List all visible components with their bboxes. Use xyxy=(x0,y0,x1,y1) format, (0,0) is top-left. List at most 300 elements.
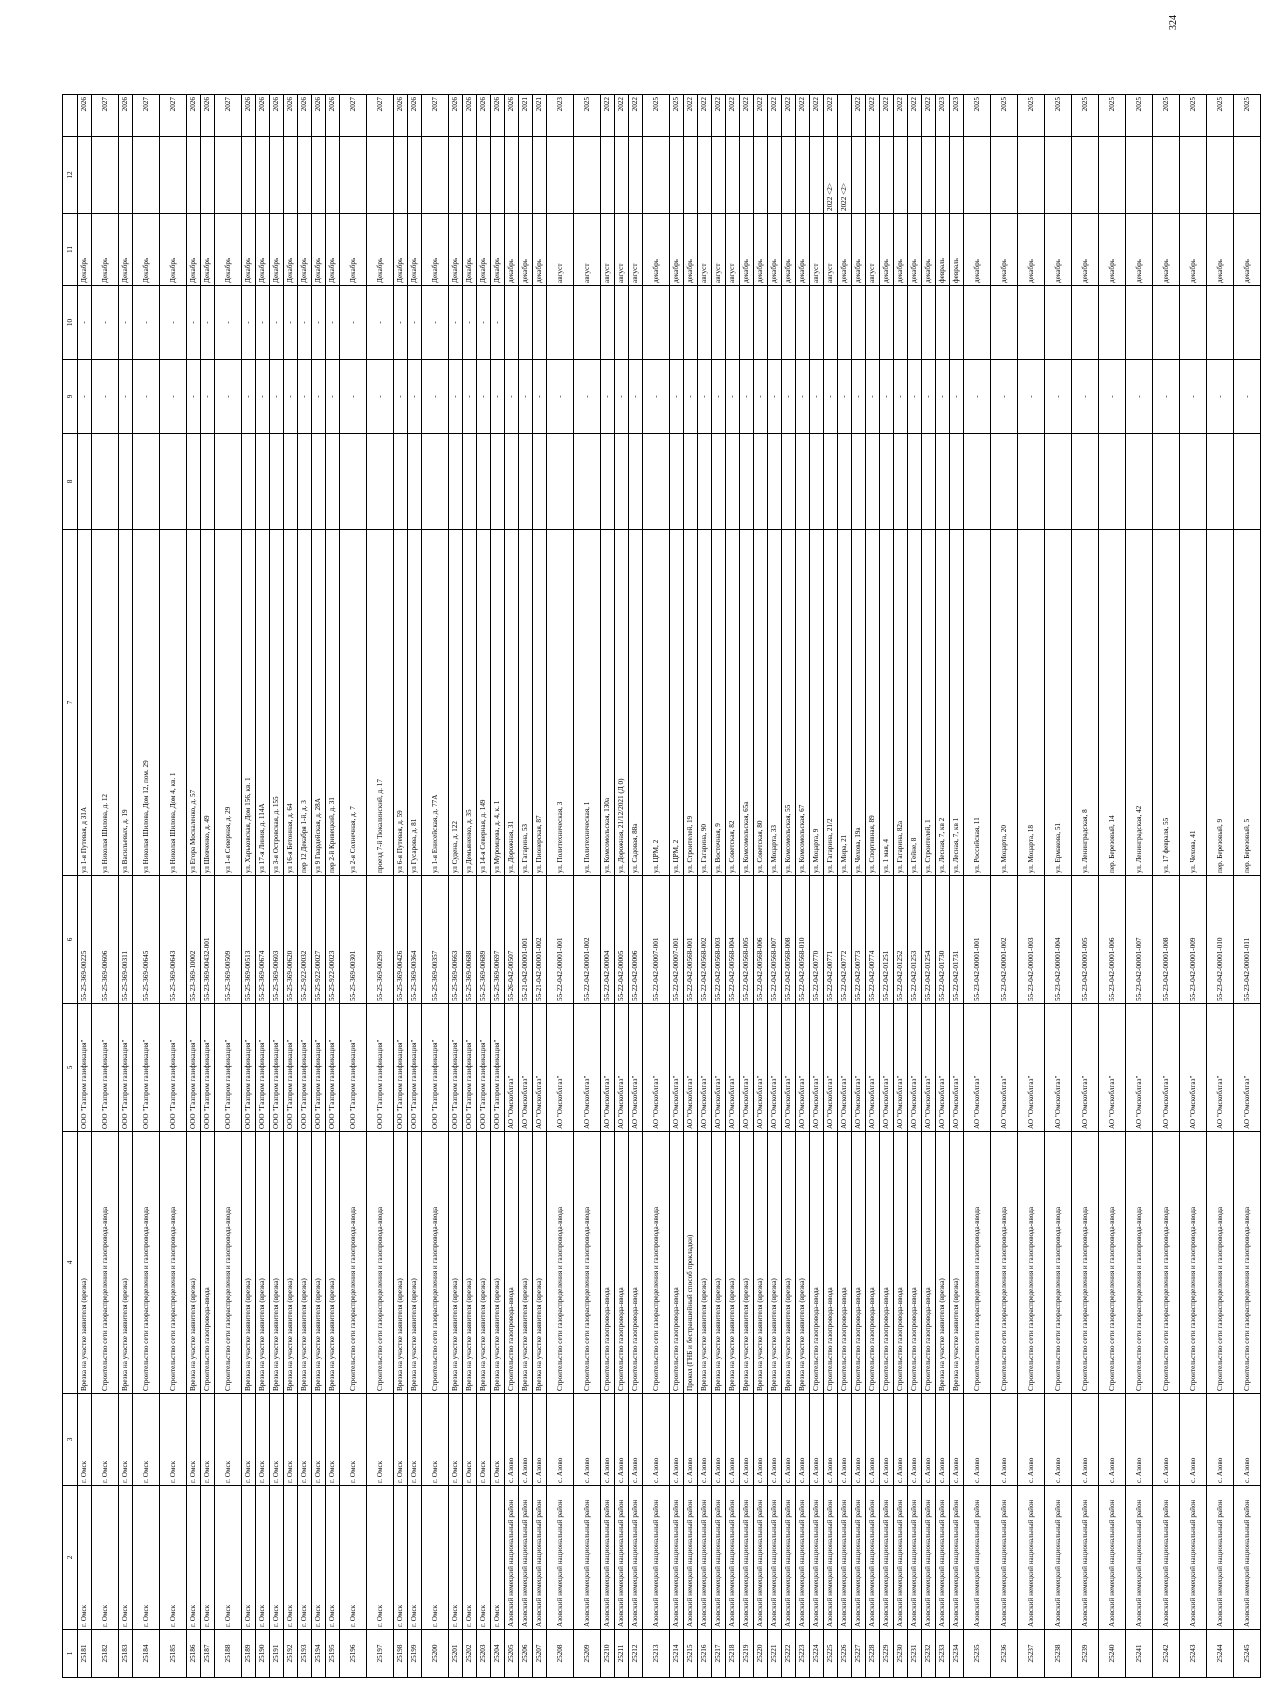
cell-district: г. Омск xyxy=(367,1486,394,1630)
cell-month: декабрь xyxy=(1018,214,1045,286)
cell-address: пер. Березовый, 9 xyxy=(1207,530,1234,876)
cell-column-10: - xyxy=(284,286,298,360)
cell-settlement: г. Омск xyxy=(270,1394,284,1486)
cell-application-id: 55-22-042-00004 xyxy=(601,876,615,1004)
cell-column-10: - xyxy=(340,286,367,360)
cell-row-number: 25199 xyxy=(408,1630,422,1678)
cell-address: ул. ЦРМ, 2 xyxy=(643,530,670,876)
cell-organization: АО "Омскоблгаз" xyxy=(547,1004,574,1132)
cell-month: Декабрь xyxy=(449,214,463,286)
column-header-12: 12 xyxy=(63,137,78,214)
cell-district: Азовский немецкий национальный район xyxy=(712,1486,726,1630)
cell-address: ул. Ермакова, 51 xyxy=(1045,530,1072,876)
cell-work-type: Строительство газопровода-ввода xyxy=(505,1132,519,1394)
cell-row-number: 25200 xyxy=(422,1630,449,1678)
cell-organization: АО "Омскоблгаз" xyxy=(1018,1004,1045,1132)
cell-row-number: 25239 xyxy=(1072,1630,1099,1678)
cell-application-id: 55-21-042-00001-002 xyxy=(533,876,547,1004)
cell-column-9: - xyxy=(119,360,133,434)
cell-month: август xyxy=(574,214,601,286)
cell-column-12 xyxy=(1180,137,1207,214)
cell-column-10: - xyxy=(422,286,449,360)
table-row xyxy=(643,95,670,1678)
cell-address: ул. Мира, 21 xyxy=(838,530,852,876)
cell-application-id: 55-23-042-00001-002 xyxy=(991,876,1018,1004)
cell-settlement: с. Азово xyxy=(866,1394,880,1486)
cell-month: декабрь xyxy=(533,214,547,286)
cell-month: август xyxy=(615,214,629,286)
cell-year: 2027 xyxy=(215,95,242,137)
cell-column-8 xyxy=(796,434,810,530)
cell-year: 2027 xyxy=(422,95,449,137)
cell-column-10: - xyxy=(187,286,201,360)
cell-settlement: г. Омск xyxy=(160,1394,187,1486)
cell-column-10 xyxy=(519,286,533,360)
cell-row-number: 25217 xyxy=(712,1630,726,1678)
cell-district: г. Омск xyxy=(284,1486,298,1630)
cell-work-type: Врезка на участке заявителя (врезка) xyxy=(519,1132,533,1394)
cell-year xyxy=(838,95,852,137)
cell-column-9: - xyxy=(936,360,950,434)
cell-organization: АО "Омскоблгаз" xyxy=(852,1004,866,1132)
cell-column-9: - xyxy=(796,360,810,434)
cell-column-8 xyxy=(894,434,908,530)
cell-work-type: Строительство газопровода-ввода xyxy=(601,1132,615,1394)
cell-organization: АО "Омскоблгаз" xyxy=(796,1004,810,1132)
cell-settlement: г. Омск xyxy=(367,1394,394,1486)
cell-year: 2026 xyxy=(284,95,298,137)
cell-month: Декабрь xyxy=(201,214,215,286)
cell-work-type: Строительство газопровода-ввода xyxy=(615,1132,629,1394)
cell-district: г. Омск xyxy=(242,1486,256,1630)
cell-row-number: 25235 xyxy=(964,1630,991,1678)
column-header-5: 5 xyxy=(63,1004,78,1132)
cell-year: 2026 xyxy=(312,95,326,137)
cell-work-type: Врезка на участке заявителя (врезка) xyxy=(754,1132,768,1394)
table-row xyxy=(394,95,408,1678)
cell-column-8 xyxy=(1099,434,1126,530)
cell-year: 2022 xyxy=(810,95,824,137)
cell-row-number: 25214 xyxy=(670,1630,684,1678)
cell-work-type: Строительство газопровода-ввода xyxy=(852,1132,866,1394)
cell-column-9: - xyxy=(866,360,880,434)
cell-column-8 xyxy=(326,434,340,530)
cell-year: 2025 xyxy=(1126,95,1153,137)
cell-column-12 xyxy=(284,137,298,214)
cell-address: ул 3-я Островская, д. 155 xyxy=(270,530,284,876)
cell-column-10: - xyxy=(119,286,133,360)
cell-column-10: - xyxy=(215,286,242,360)
cell-settlement: г. Омск xyxy=(340,1394,367,1486)
table-row xyxy=(519,95,533,1678)
cell-column-8 xyxy=(408,434,422,530)
cell-year: 2022 xyxy=(824,95,838,137)
column-header-13 xyxy=(63,95,78,137)
cell-work-type: Строительство газопровода-ввода xyxy=(629,1132,643,1394)
cell-column-12 xyxy=(422,137,449,214)
table-row xyxy=(880,95,894,1678)
cell-column-12 xyxy=(1234,137,1261,214)
cell-application-id: 55-25-369-00603 xyxy=(270,876,284,1004)
cell-year: 2025 xyxy=(1072,95,1099,137)
cell-column-10 xyxy=(629,286,643,360)
cell-column-10 xyxy=(880,286,894,360)
cell-column-8 xyxy=(533,434,547,530)
cell-organization: ООО "Газпром газификация" xyxy=(242,1004,256,1132)
cell-work-type: Строительство газопровода-ввода xyxy=(810,1132,824,1394)
cell-column-12 xyxy=(796,137,810,214)
cell-month: Декабрь xyxy=(298,214,312,286)
cell-application-id: 55-23-042-00001-010 xyxy=(1207,876,1234,1004)
cell-organization: АО "Омскоблгаз" xyxy=(936,1004,950,1132)
cell-column-12 xyxy=(1045,137,1072,214)
cell-column-10 xyxy=(866,286,880,360)
cell-column-8 xyxy=(270,434,284,530)
cell-organization: ООО "Газпром газификация" xyxy=(201,1004,215,1132)
cell-work-type: Строительство сети газораспределения и газопровода-ввода xyxy=(1018,1132,1045,1394)
cell-settlement: г. Омск xyxy=(201,1394,215,1486)
cell-application-id: 55-22-042-00007-001 xyxy=(670,876,684,1004)
table-row xyxy=(684,95,698,1678)
cell-district: Азовский немецкий национальный район xyxy=(1018,1486,1045,1630)
cell-work-type: Строительство газопровода-ввода xyxy=(894,1132,908,1394)
cell-column-8 xyxy=(92,434,119,530)
cell-column-10: - xyxy=(298,286,312,360)
cell-column-10 xyxy=(1126,286,1153,360)
cell-work-type: Строительство сети газораспределения и газопровода-ввода xyxy=(1045,1132,1072,1394)
cell-work-type: Врезка на участке заявителя (врезка) xyxy=(936,1132,950,1394)
cell-application-id: 55-22-042-00568-003 xyxy=(712,876,726,1004)
cell-settlement: с. Азово xyxy=(1045,1394,1072,1486)
cell-column-9: - xyxy=(670,360,684,434)
cell-year: 2022 xyxy=(740,95,754,137)
cell-settlement: г. Омск xyxy=(284,1394,298,1486)
cell-month: Декабрь xyxy=(256,214,270,286)
cell-row-number: 25184 xyxy=(133,1630,160,1678)
column-header-4: 4 xyxy=(63,1132,78,1394)
cell-month: декабрь xyxy=(852,214,866,286)
cell-month: декабрь xyxy=(519,214,533,286)
table-row xyxy=(1180,95,1207,1678)
cell-column-8 xyxy=(422,434,449,530)
cell-application-id: 55-21-042-00001-001 xyxy=(519,876,533,1004)
cell-year: 2026 xyxy=(394,95,408,137)
cell-address: ул. 1 мая, 4 xyxy=(880,530,894,876)
cell-column-10 xyxy=(824,286,838,360)
cell-column-9: - xyxy=(880,360,894,434)
cell-column-8 xyxy=(922,434,936,530)
cell-column-10 xyxy=(1234,286,1261,360)
cell-organization: АО "Омскоблгаз" xyxy=(1180,1004,1207,1132)
cell-year: 2025 xyxy=(964,95,991,137)
cell-row-number: 25241 xyxy=(1126,1630,1153,1678)
cell-district: Азовский немецкий национальный район xyxy=(533,1486,547,1630)
cell-district: г. Омск xyxy=(78,1486,92,1630)
cell-district: Азовский немецкий национальный район xyxy=(908,1486,922,1630)
cell-year: 2022 xyxy=(629,95,643,137)
cell-district: Азовский немецкий национальный район xyxy=(1207,1486,1234,1630)
cell-column-12 xyxy=(698,137,712,214)
cell-application-id: 55-25-369-00620 xyxy=(284,876,298,1004)
cell-district: г. Омск xyxy=(201,1486,215,1630)
cell-work-type: Врезка на участке заявителя (врезка) xyxy=(796,1132,810,1394)
cell-organization: ООО "Газпром газификация" xyxy=(78,1004,92,1132)
cell-settlement: с. Азово xyxy=(670,1394,684,1486)
cell-column-9: - xyxy=(615,360,629,434)
cell-row-number: 25218 xyxy=(726,1630,740,1678)
cell-application-id: 55-25-369-00364 xyxy=(408,876,422,1004)
cell-organization: ООО "Газпром газификация" xyxy=(463,1004,477,1132)
cell-column-12 xyxy=(670,137,684,214)
cell-column-10 xyxy=(950,286,964,360)
cell-address: ул. Харьковская, Дом 156, кв. 1 xyxy=(242,530,256,876)
cell-address: ул Гусарова, д. 81 xyxy=(408,530,422,876)
cell-row-number: 25215 xyxy=(684,1630,698,1678)
cell-settlement: с. Азово xyxy=(838,1394,852,1486)
cell-application-id: 55-25-369-00643 xyxy=(160,876,187,1004)
cell-column-8 xyxy=(838,434,852,530)
cell-column-12 xyxy=(712,137,726,214)
cell-column-12 xyxy=(768,137,782,214)
cell-column-12 xyxy=(394,137,408,214)
cell-settlement: с. Азово xyxy=(1072,1394,1099,1486)
cell-row-number: 25243 xyxy=(1180,1630,1207,1678)
cell-year: 2027 xyxy=(160,95,187,137)
cell-settlement: г. Омск xyxy=(242,1394,256,1486)
cell-address: ул. Комсомольская, 65а xyxy=(740,530,754,876)
cell-column-12 xyxy=(449,137,463,214)
table-row xyxy=(838,95,852,1678)
table-row xyxy=(601,95,615,1678)
cell-address: ул 1-я Путевая, д 31А xyxy=(78,530,92,876)
cell-column-12 xyxy=(215,137,242,214)
cell-year: 2021 xyxy=(533,95,547,137)
cell-settlement: г. Омск xyxy=(92,1394,119,1486)
cell-year: 2022 xyxy=(698,95,712,137)
cell-organization: АО "Омскоблгаз" xyxy=(712,1004,726,1132)
table-row xyxy=(754,95,768,1678)
cell-row-number: 25229 xyxy=(880,1630,894,1678)
cell-settlement: г. Омск xyxy=(477,1394,491,1486)
cell-year: 2022 xyxy=(796,95,810,137)
cell-column-10 xyxy=(712,286,726,360)
cell-settlement: с. Азово xyxy=(712,1394,726,1486)
cell-organization: ООО "Газпром газификация" xyxy=(449,1004,463,1132)
cell-settlement: с. Азово xyxy=(1018,1394,1045,1486)
cell-address: пер 12 Декабря 1-й, д. 3 xyxy=(298,530,312,876)
cell-column-10 xyxy=(852,286,866,360)
cell-column-8 xyxy=(629,434,643,530)
cell-settlement: с. Азово xyxy=(754,1394,768,1486)
cell-column-9: - xyxy=(270,360,284,434)
cell-month: август xyxy=(698,214,712,286)
cell-row-number: 25206 xyxy=(519,1630,533,1678)
cell-district: Азовский немецкий национальный район xyxy=(726,1486,740,1630)
gasification-plan-table xyxy=(62,94,1261,1678)
cell-year: 2026 xyxy=(298,95,312,137)
cell-row-number: 25242 xyxy=(1153,1630,1180,1678)
cell-address: ул. Лесная, 7, кв 1 xyxy=(950,530,964,876)
cell-column-10: - xyxy=(201,286,215,360)
cell-column-8 xyxy=(643,434,670,530)
table-row xyxy=(477,95,491,1678)
cell-year: 2025 xyxy=(1180,95,1207,137)
cell-row-number: 25222 xyxy=(782,1630,796,1678)
cell-organization: ООО "Газпром газификация" xyxy=(491,1004,505,1132)
cell-column-9: - xyxy=(991,360,1018,434)
cell-work-type: Строительство сети газораспределения и газопровода-ввода xyxy=(1126,1132,1153,1394)
cell-settlement: с. Азово xyxy=(519,1394,533,1486)
cell-year: 2026 xyxy=(505,95,519,137)
cell-settlement: с. Азово xyxy=(796,1394,810,1486)
cell-district: г. Омск xyxy=(256,1486,270,1630)
cell-row-number: 25207 xyxy=(533,1630,547,1678)
cell-settlement: с. Азово xyxy=(824,1394,838,1486)
cell-year: 2026 xyxy=(326,95,340,137)
cell-column-12 xyxy=(187,137,201,214)
cell-settlement: с. Азово xyxy=(601,1394,615,1486)
cell-month: декабрь xyxy=(908,214,922,286)
cell-district: Азовский немецкий национальный район xyxy=(936,1486,950,1630)
cell-settlement: с. Азово xyxy=(1099,1394,1126,1486)
cell-month: декабрь xyxy=(1153,214,1180,286)
cell-work-type: Строительство сети газораспределения и газопровода-ввода xyxy=(1180,1132,1207,1394)
cell-month: декабрь xyxy=(880,214,894,286)
cell-column-12 xyxy=(643,137,670,214)
cell-column-9: - xyxy=(768,360,782,434)
cell-column-8 xyxy=(726,434,740,530)
cell-column-8 xyxy=(505,434,519,530)
cell-work-type: Врезка на участке заявителя (врезка) xyxy=(782,1132,796,1394)
cell-organization: ООО "Газпром газификация" xyxy=(270,1004,284,1132)
cell-address: ул 17-я Линия, д. 114А xyxy=(256,530,270,876)
table-row xyxy=(312,95,326,1678)
cell-work-type: Строительство сети газораспределения и газопровода-ввода xyxy=(1072,1132,1099,1394)
cell-year: 2025 xyxy=(670,95,684,137)
cell-column-12 xyxy=(92,137,119,214)
cell-organization: АО "Омскоблгаз" xyxy=(1099,1004,1126,1132)
cell-application-id: 55-23-042-00001-011 xyxy=(1234,876,1261,1004)
cell-work-type: Строительство газопровода-ввода xyxy=(201,1132,215,1394)
cell-application-id: 55-25-369-00645 xyxy=(133,876,160,1004)
cell-column-10: - xyxy=(491,286,505,360)
cell-column-12 xyxy=(256,137,270,214)
cell-column-9: - xyxy=(894,360,908,434)
cell-row-number: 25219 xyxy=(740,1630,754,1678)
cell-address: ул. Восточная, 9 xyxy=(712,530,726,876)
cell-organization: ООО "Газпром газификация" xyxy=(477,1004,491,1132)
cell-address: ул. Комсомольская, 55 xyxy=(782,530,796,876)
cell-address: ул. Ленинградская, 42 xyxy=(1126,530,1153,876)
cell-month: Декабрь xyxy=(326,214,340,286)
cell-work-type: Врезка на участке заявителя (врезка) xyxy=(284,1132,298,1394)
cell-address: ул. Моцарта, 18 xyxy=(1018,530,1045,876)
cell-row-number: 25224 xyxy=(810,1630,824,1678)
cell-column-8 xyxy=(852,434,866,530)
cell-column-8 xyxy=(936,434,950,530)
cell-column-9: - xyxy=(215,360,242,434)
cell-column-10: - xyxy=(160,286,187,360)
cell-month: декабрь xyxy=(1072,214,1099,286)
cell-settlement: с. Азово xyxy=(1234,1394,1261,1486)
table-row xyxy=(505,95,519,1678)
cell-address: ул. Строителей, 1 xyxy=(922,530,936,876)
cell-organization: АО "Омскоблгаз" xyxy=(782,1004,796,1132)
cell-column-8 xyxy=(367,434,394,530)
cell-column-9: - xyxy=(1045,360,1072,434)
cell-district: Азовский немецкий национальный район xyxy=(1045,1486,1072,1630)
cell-address: ул. Советская, 80 xyxy=(754,530,768,876)
cell-year: 2027 xyxy=(340,95,367,137)
column-header-10: 10 xyxy=(63,286,78,360)
cell-column-8 xyxy=(740,434,754,530)
cell-column-9: - xyxy=(201,360,215,434)
cell-organization: АО "Омскоблгаз" xyxy=(810,1004,824,1132)
cell-year: 2021 xyxy=(519,95,533,137)
cell-application-id: 55-22-042-00568-005 xyxy=(740,876,754,1004)
cell-work-type: Врезка на участке заявителя (врезка) xyxy=(698,1132,712,1394)
cell-column-12 xyxy=(615,137,629,214)
cell-column-9: - xyxy=(284,360,298,434)
cell-address: ул. Моцарта, 9 xyxy=(810,530,824,876)
table-row xyxy=(852,95,866,1678)
cell-year: 2026 xyxy=(78,95,92,137)
table-row xyxy=(1099,95,1126,1678)
table-row xyxy=(408,95,422,1678)
cell-work-type: Врезка на участке заявителя (врезка) xyxy=(187,1132,201,1394)
cell-address: ул 14-я Северная, д. 149 xyxy=(477,530,491,876)
cell-column-9: - xyxy=(712,360,726,434)
cell-district: Азовский немецкий национальный район xyxy=(866,1486,880,1630)
cell-row-number: 25240 xyxy=(1099,1630,1126,1678)
cell-column-8 xyxy=(908,434,922,530)
cell-column-10 xyxy=(670,286,684,360)
cell-district: Азовский немецкий национальный район xyxy=(838,1486,852,1630)
cell-month: декабрь xyxy=(684,214,698,286)
cell-column-9: - xyxy=(340,360,367,434)
table-row xyxy=(340,95,367,1678)
cell-column-9: - xyxy=(810,360,824,434)
cell-row-number: 25196 xyxy=(340,1630,367,1678)
cell-column-9: - xyxy=(367,360,394,434)
cell-column-9: - xyxy=(1180,360,1207,434)
cell-row-number: 25223 xyxy=(796,1630,810,1678)
cell-organization: АО "Омскоблгаз" xyxy=(908,1004,922,1132)
cell-organization: АО "Омскоблгаз" xyxy=(1207,1004,1234,1132)
cell-column-12 xyxy=(533,137,547,214)
table-row xyxy=(712,95,726,1678)
cell-settlement: г. Омск xyxy=(119,1394,133,1486)
cell-district: г. Омск xyxy=(133,1486,160,1630)
cell-month: Декабрь xyxy=(92,214,119,286)
cell-row-number: 25228 xyxy=(866,1630,880,1678)
cell-district: г. Омск xyxy=(477,1486,491,1630)
cell-year: 2025 xyxy=(1207,95,1234,137)
cell-column-12 xyxy=(1126,137,1153,214)
cell-month: август xyxy=(547,214,574,286)
cell-row-number: 25183 xyxy=(119,1630,133,1678)
cell-application-id: 55-22-042-00772 xyxy=(838,876,852,1004)
cell-settlement: г. Омск xyxy=(298,1394,312,1486)
cell-column-9: - xyxy=(312,360,326,434)
cell-settlement: г. Омск xyxy=(133,1394,160,1486)
cell-year: 2025 xyxy=(991,95,1018,137)
table-row xyxy=(1153,95,1180,1678)
cell-address: ул 1-я Северная, д. 29 xyxy=(215,530,242,876)
cell-column-8 xyxy=(824,434,838,530)
cell-settlement: с. Азово xyxy=(991,1394,1018,1486)
cell-month: декабрь xyxy=(894,214,908,286)
